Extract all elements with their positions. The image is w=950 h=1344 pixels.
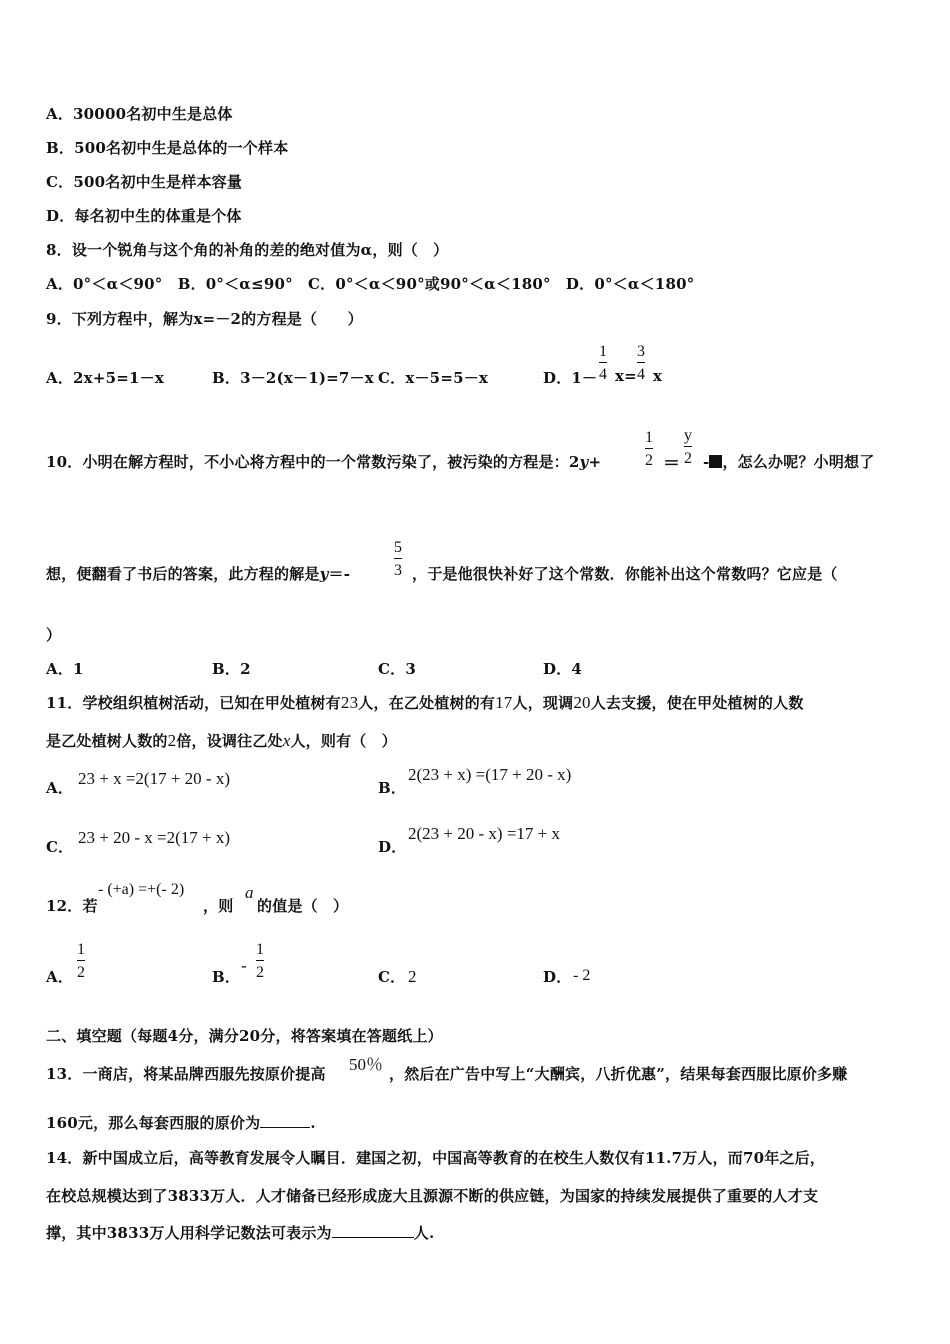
q10-line2-prefix (46, 563, 350, 584)
q12-option-b-fraction (256, 941, 264, 981)
q11-option-b-label: B． (378, 779, 407, 797)
q10-minus: - (703, 453, 710, 471)
q11-num-17: 17 (495, 693, 513, 712)
fraction-numerator: 1 (77, 941, 85, 958)
q11-text-6: 倍，设调往乙处 (176, 732, 283, 750)
q10-var-y: y (579, 453, 589, 471)
q11-option-b-expr: 2(23 + x) =(17 + 20 - x) (408, 765, 572, 784)
q12-option-a-label: A． (46, 968, 74, 986)
ink-blot-icon (709, 455, 722, 468)
q13-line2-end: . (310, 1114, 316, 1132)
fraction-bar (77, 960, 85, 961)
q13-line2 (46, 1112, 316, 1133)
fraction-denominator: 2 (645, 452, 653, 469)
q12-option-c-value: 2 (408, 967, 417, 986)
q11-option-d-expr: 2(23 + 20 - x) =17 + x (408, 824, 560, 843)
section-heading-fill-blank: 二、填空题（每题4分，满分20分，将答案填在答题纸上） (46, 1027, 443, 1045)
q13-line1-suffix: ，然后在广告中写上“大酬宾，八折优惠”，结果每套西服比原价多赚 (389, 1065, 848, 1083)
q9-d-fraction-1 (599, 343, 607, 383)
q11-option-c-label: C． (46, 838, 74, 856)
fraction-bar (256, 960, 264, 961)
q13-line2-text: 160元，那么每套西服的原价为 (46, 1114, 261, 1132)
q14-line2: 在校总规模达到了3833万人．人才储备已经形成庞大且源源不断的供应链，为国家的持续发展提供了重要的人才支 (46, 1187, 819, 1205)
q11-option-a-expr: 23 + x =2(17 + 20 - x) (78, 769, 230, 788)
q11-line2 (46, 730, 397, 751)
q12-option-c-label: C． (378, 968, 406, 986)
fraction-numerator: y (684, 427, 692, 444)
q12-suffix: 的值是（ ） (257, 897, 349, 915)
q12-expr: - (+a) =+(- 2) (98, 881, 185, 898)
q10-option-a: A．1 (46, 660, 84, 678)
fraction-numerator: 3 (637, 343, 645, 360)
q9-option-d-mid: x= (615, 367, 637, 385)
q10-fraction-3 (394, 539, 402, 579)
fraction-denominator: 3 (394, 562, 402, 579)
fraction-numerator: 1 (599, 343, 607, 360)
q11-text-1: 11．学校组织植树活动，已知在甲处植树有 (46, 694, 341, 712)
q11-option-c-expr: 23 + 20 - x =2(17 + x) (78, 828, 230, 847)
q7-option-c: C．500名初中生是样本容量 (46, 173, 243, 191)
q11-text-2: 人，在乙处植树的有 (358, 694, 496, 712)
fraction-denominator: 2 (256, 964, 264, 981)
q7-option-d: D．每名初中生的体重是个体 (46, 207, 242, 225)
fraction-bar (645, 448, 653, 449)
q11-line1 (46, 692, 804, 713)
q9-option-a: A．2x+5=1－x (46, 369, 164, 387)
fraction-numerator: 5 (394, 539, 402, 556)
q8-stem: 8．设一个锐角与这个角的补角的差的绝对值为α，则（ ） (46, 241, 449, 259)
fraction-denominator: 4 (637, 366, 645, 383)
q10-equals: ＝ (663, 454, 681, 474)
q9-d-fraction-2 (637, 343, 645, 383)
q11-text-3: 人，现调 (512, 694, 574, 712)
q10-line2-suffix: ，于是他很快补好了这个常数．你能补出这个常数吗？它应是（ (412, 565, 838, 583)
q12-option-b-label: B． (212, 968, 241, 986)
q10-line3: ） (46, 626, 62, 644)
q9-option-d-prefix: D．1－ (543, 369, 598, 387)
q10-fraction-2 (684, 427, 692, 467)
q12-option-b-sign: - (241, 956, 247, 975)
q10-var-y2: y (319, 565, 329, 583)
fraction-denominator: 4 (599, 366, 607, 383)
fraction-numerator: 1 (256, 941, 264, 958)
q11-num-23: 23 (340, 693, 359, 712)
fraction-numerator: 1 (645, 429, 653, 446)
q10-fraction-1 (645, 429, 653, 469)
fraction-bar (394, 558, 402, 559)
q11-option-a-label: A． (46, 779, 74, 797)
q11-option-d-label: D． (378, 838, 407, 856)
q10-option-b: B．2 (212, 660, 251, 678)
fraction-denominator: 2 (684, 450, 692, 467)
q12-option-d-value: - 2 (573, 967, 591, 984)
q12-option-a-fraction (77, 941, 85, 981)
q7-option-b: B．500名初中生是总体的一个样本 (46, 139, 289, 157)
q10-line1-text: 10．小明在解方程时，不小心将方程中的一个常数污染了，被污染的方程是：2 (46, 453, 580, 471)
q12-mid: ，则 (203, 897, 234, 915)
q9-option-c: C．x－5=5－x (378, 369, 489, 387)
q10-option-c: C．3 (378, 660, 416, 678)
q10-line2-eq: ＝- (328, 565, 351, 583)
q10-plus: + (588, 453, 602, 471)
q11-var-x: x (282, 731, 291, 750)
q9-option-d-suffix: x (653, 367, 663, 385)
q10-line2-text: 想，便翻看了书后的答案，此方程的解是 (46, 565, 320, 583)
q8-options: A．0°＜α＜90° B．0°＜α≤90° C．0°＜α＜90°或90°＜α＜180° D．0°＜α＜180° (46, 275, 695, 293)
q12-option-d-label: D． (543, 968, 572, 986)
q11-num-2: 2 (167, 731, 177, 750)
q13-answer-blank[interactable] (260, 1115, 310, 1128)
q14-answer-blank[interactable] (332, 1225, 414, 1238)
q10-line1-prefix (46, 451, 601, 472)
q14-line3-end: 人. (413, 1224, 435, 1242)
fraction-bar (599, 362, 607, 363)
q9-option-b: B．3－2(x－1)=7－x (212, 369, 374, 387)
q12-var-a: a (245, 883, 254, 902)
fraction-bar (637, 362, 645, 363)
q10-option-d: D．4 (543, 660, 583, 678)
q13-percent: 50％ (349, 1055, 383, 1074)
q11-text-7: 人，则有（ ） (290, 732, 397, 750)
q9-stem: 9．下列方程中，解为x=－2的方程是（ ） (46, 310, 363, 328)
q11-text-5: 是乙处植树人数的 (46, 732, 168, 750)
q14-line3-text: 撑，其中3833万人用科学记数法可表示为 (46, 1224, 332, 1242)
q14-line1: 14．新中国成立后，高等教育发展令人瞩目．建国之初，中国高等教育的在校生人数仅有11.7万人，而70年之后， (46, 1149, 826, 1167)
q14-line3 (46, 1222, 434, 1243)
fraction-denominator: 2 (77, 964, 85, 981)
q10-line1-suffix (703, 451, 874, 472)
fraction-bar (684, 446, 692, 447)
q7-option-a: A．30000名初中生是总体 (46, 105, 233, 123)
q11-text-4: 人去支援，使在甲处植树的人数 (590, 694, 804, 712)
q11-num-20: 20 (573, 693, 591, 712)
q10-line1-end: ，怎么办呢？小明想了 (722, 453, 875, 471)
q13-line1-prefix: 13．一商店，将某品牌西服先按原价提高 (46, 1065, 326, 1083)
q12-prefix: 12．若 (46, 897, 98, 915)
